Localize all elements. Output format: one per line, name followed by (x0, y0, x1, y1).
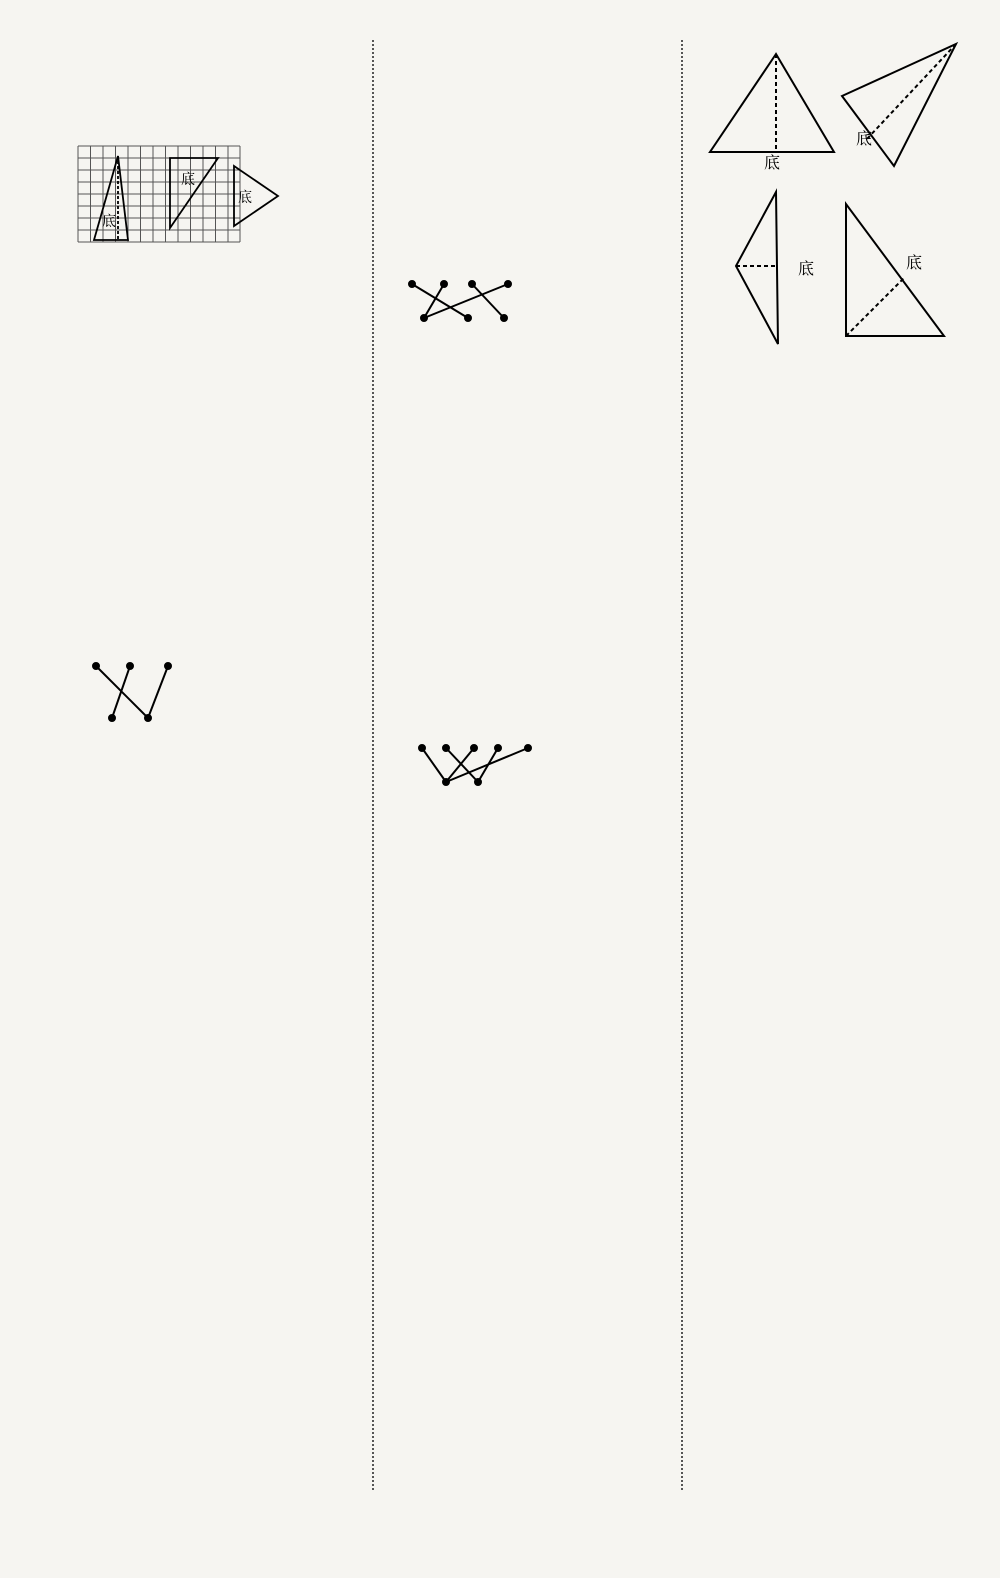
tri-label-4: 底 (906, 253, 923, 272)
grid-label-1: 底 (102, 214, 116, 230)
grid-figure (78, 146, 252, 242)
matching-figure-2 (408, 280, 518, 324)
grid-label-2: 底 (181, 172, 195, 188)
column-divider (372, 40, 374, 1490)
matching-figure-3 (418, 744, 538, 788)
tri-label-1: 底 (764, 153, 781, 172)
grid-label-3: 底 (238, 190, 252, 206)
column-divider (681, 40, 683, 1490)
triangle-figures (706, 40, 966, 352)
tri-label-3: 底 (798, 259, 815, 278)
tri-label-2: 底 (856, 129, 873, 148)
matching-figure-1 (88, 660, 158, 724)
